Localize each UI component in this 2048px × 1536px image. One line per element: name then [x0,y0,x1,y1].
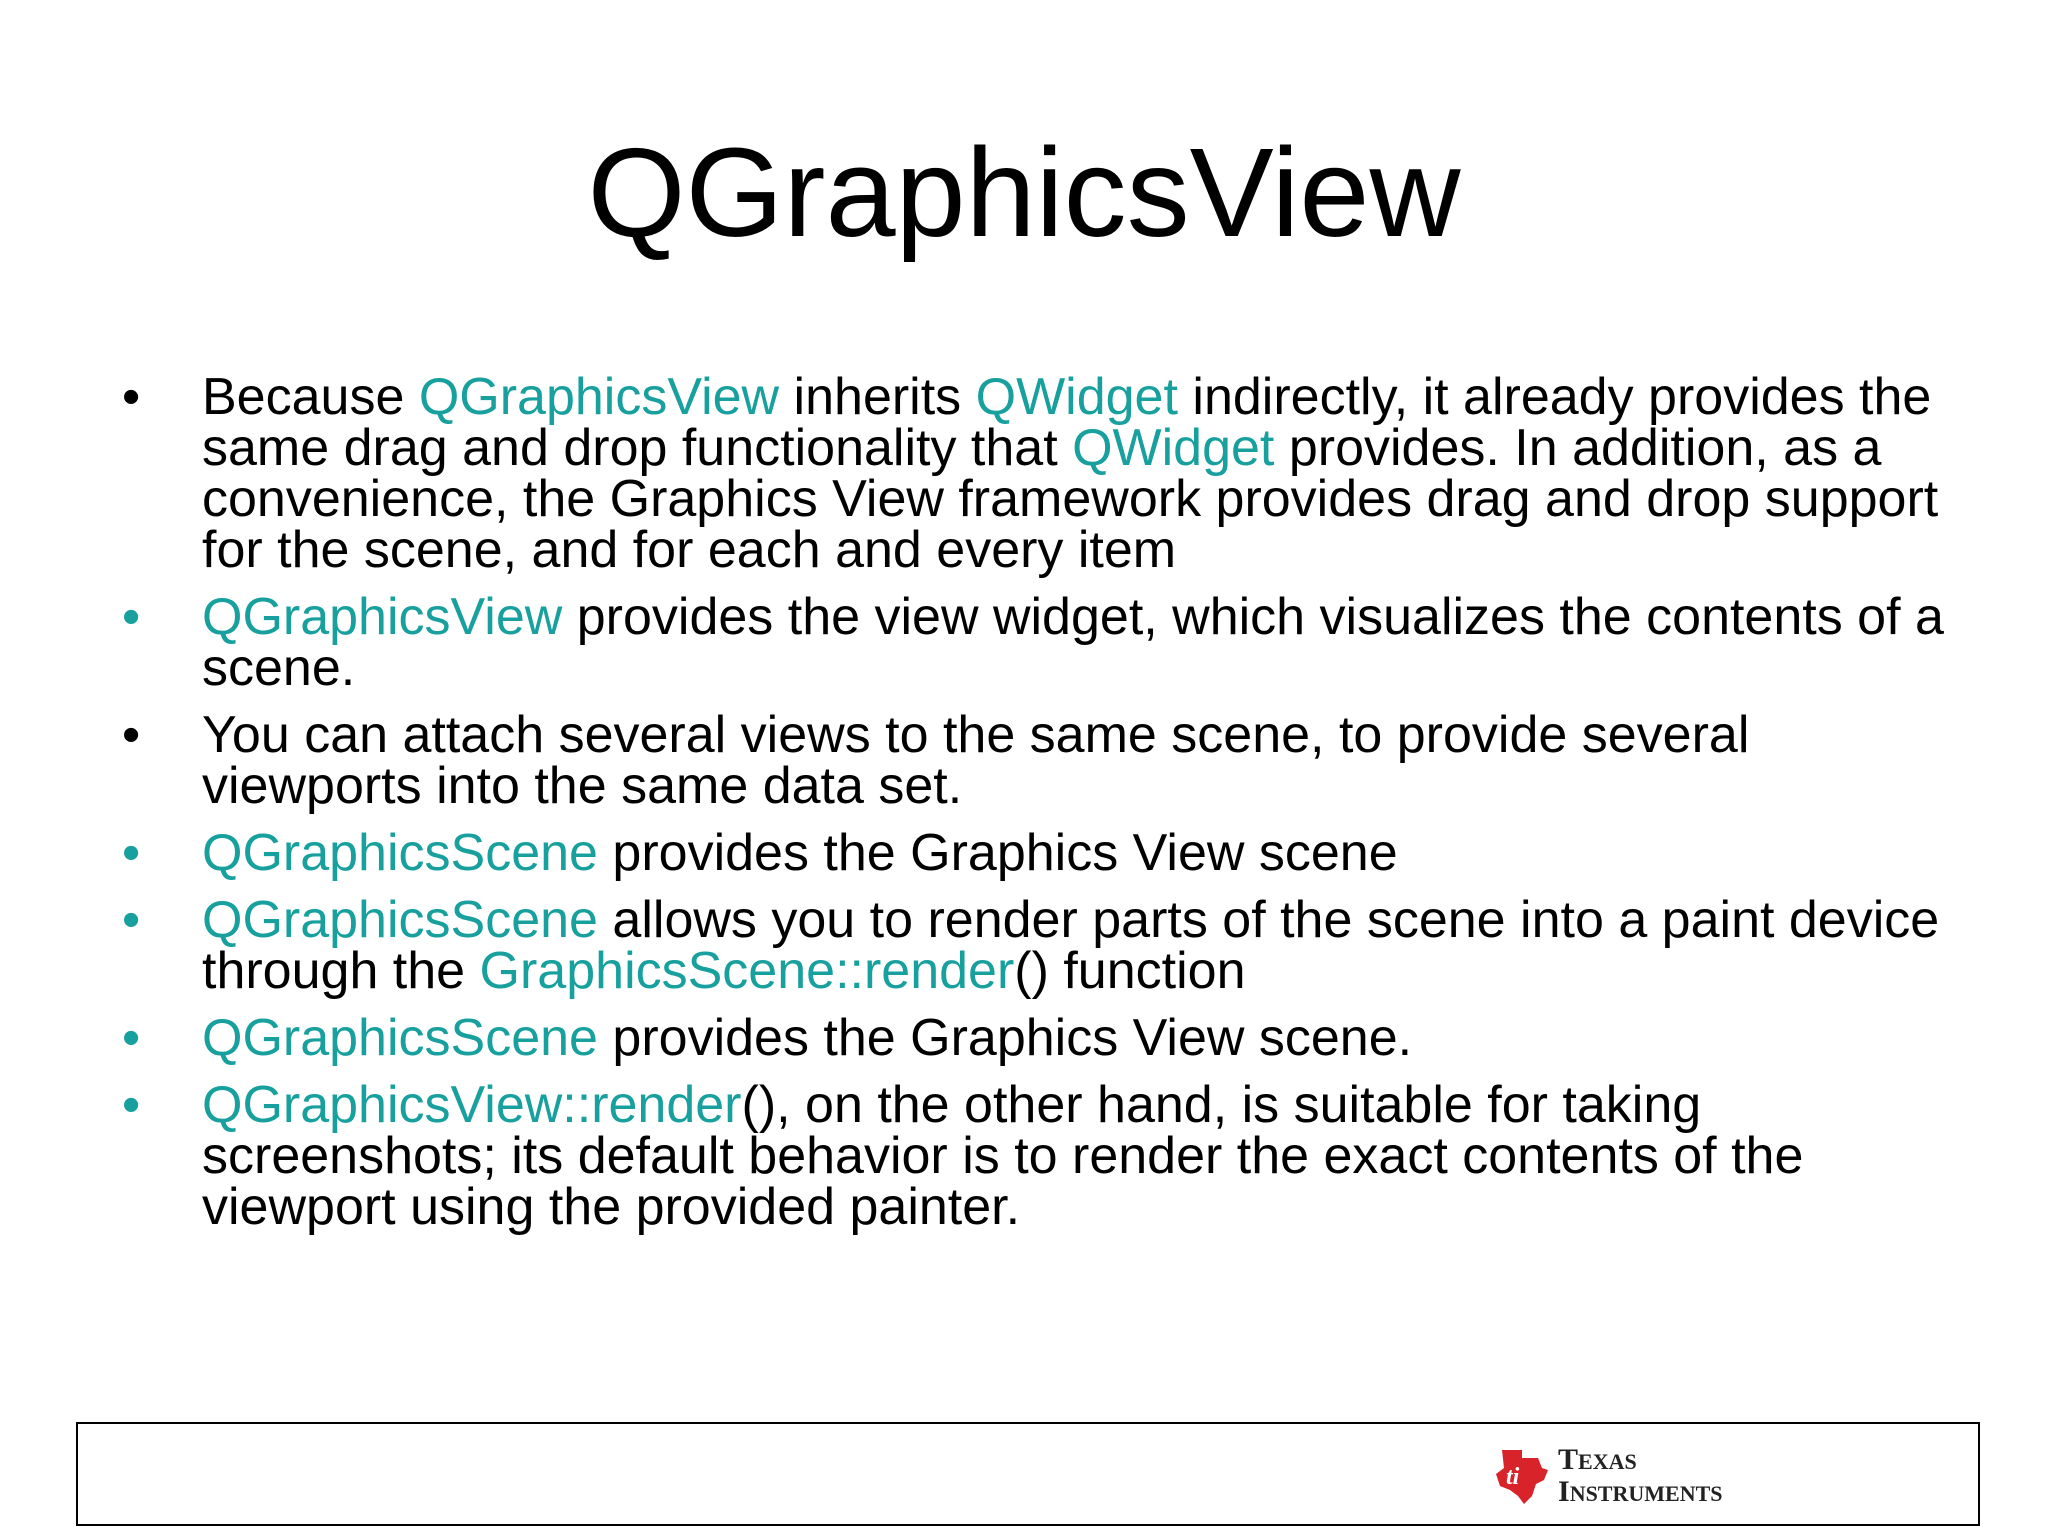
bullet-marker: • [122,1076,141,1134]
bullet-marker: • [122,824,141,882]
bullet-item [122,368,1972,579]
bullet-text: provides the Graphics View scene. [597,1009,1413,1067]
bullet-text: Because [202,368,419,426]
bullet-item [122,1076,1972,1236]
class-name-text: QGraphicsView [418,368,780,426]
class-name-text: QGraphicsScene [202,1009,598,1067]
bullet-marker: • [122,891,141,949]
bullet-list [122,368,1972,1249]
bullet-text: You can attach several views to the same scene, to provide several viewports into the same data set. [202,706,1750,815]
slide-title: QGraphicsView [587,122,1461,263]
bullet-item [122,1009,1972,1067]
class-name-text: QGraphicsScene [202,824,598,882]
bullet-marker: • [122,368,141,426]
logo-wordmark-texas: TEXAS [1558,1443,1637,1476]
bullet-text: provides the view widget, which visualizes the contents of a scene. [202,588,1944,697]
bullet-text: allows you to render parts of the scene into a paint device through the [202,891,1940,1000]
texas-instruments-logo [1492,1442,1752,1512]
bullet-item [122,706,1972,815]
logo-wordmark-instruments: INSTRUMENTS [1558,1475,1723,1508]
bullet-item [122,891,1972,1000]
bullet-text: indirectly, it already provides the same drag and drop functionality that [202,368,1932,477]
bullet-text: inherits [779,368,976,426]
class-name-text: QGraphicsView::render [202,1076,742,1134]
class-name-text: QGraphicsScene [202,891,598,949]
class-name-text: QWidget [975,368,1178,426]
bullet-text: (), on the other hand, is suitable for taking screenshots; its default behavior is to render the exact contents of the viewport using the provided painter. [202,1076,1804,1236]
class-name-text: QGraphicsView [202,588,563,646]
bullet-text: provides the Graphics View scene [597,824,1398,882]
svg-text:ti: ti [1506,1464,1520,1490]
bullet-item [122,824,1972,882]
class-name-text: GraphicsScene::render [479,942,1015,1000]
class-name-text: QWidget [1072,419,1275,477]
bullet-text: provides. In addition, as a convenience, the Graphics View framework provides drag and drop support for the scene, and for each and every item [202,419,1939,579]
bullet-marker: • [122,706,141,764]
texas-instruments-logo-icon [1492,1446,1550,1508]
bullet-text: () function [1014,942,1246,1000]
bullet-marker: • [122,588,141,646]
bullet-item [122,588,1972,697]
bullet-marker: • [122,1009,141,1067]
